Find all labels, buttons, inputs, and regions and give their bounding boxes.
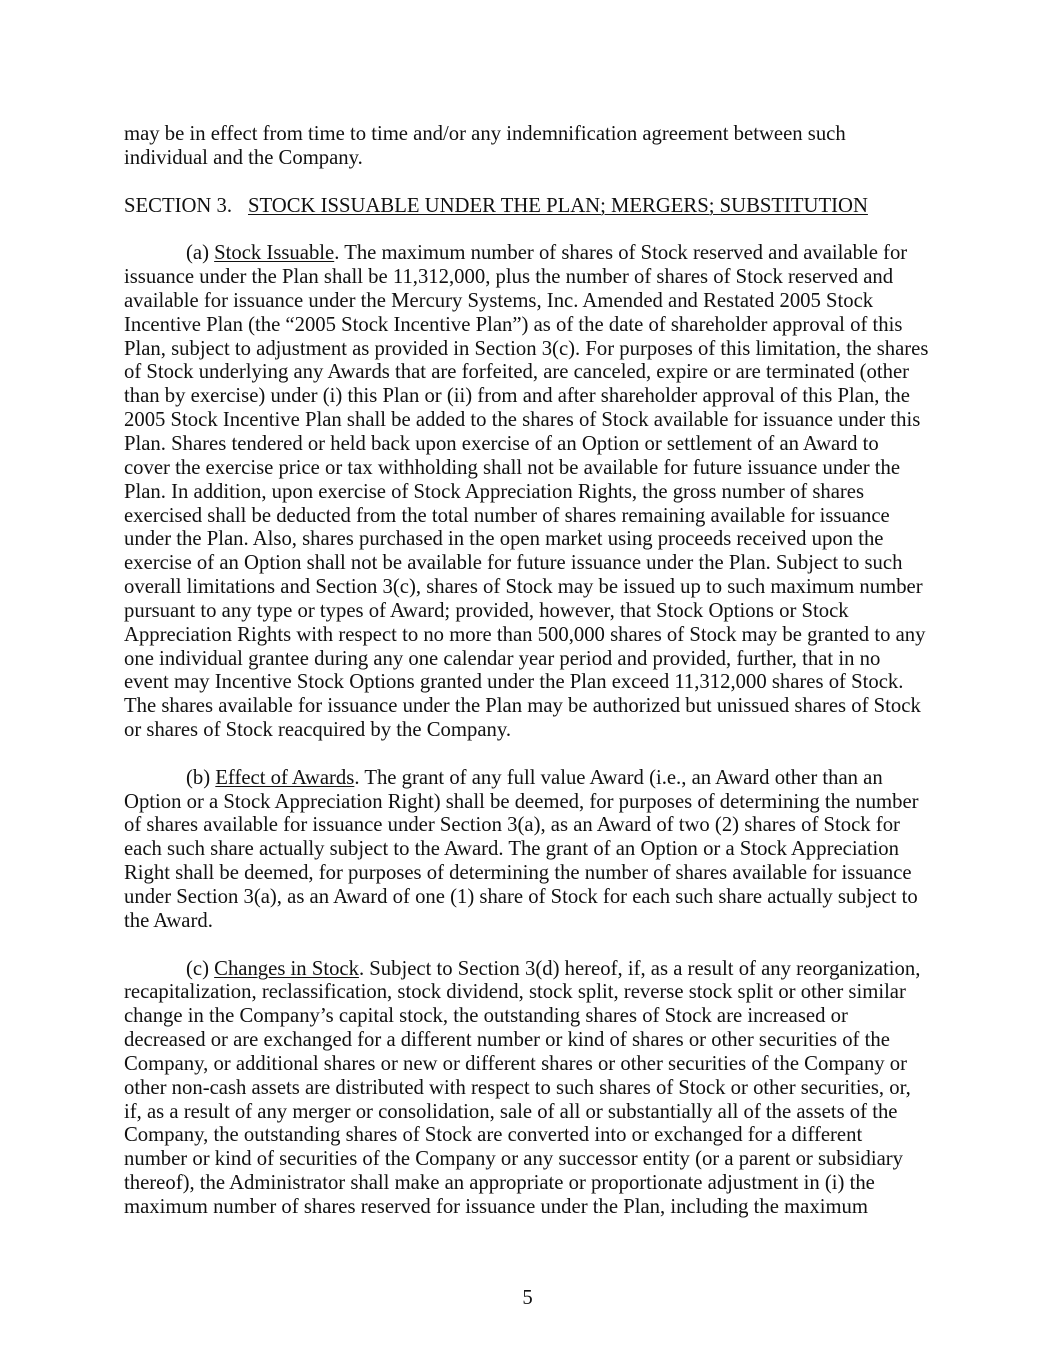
text-line: than by exercise) under (i) this Plan or (ii) from and after shareholder approval of this Plan, the xyxy=(124,385,910,408)
continuation-paragraph xyxy=(124,123,931,171)
paragraph-heading: Stock Issuable xyxy=(214,242,335,265)
text-line: other non-cash assets are distributed with respect to such shares of Stock or other securities, or, xyxy=(124,1076,911,1099)
paragraph-label: (c) xyxy=(186,957,209,980)
text-line: maximum number of shares reserved for issuance under the Plan, including the maximum xyxy=(124,1195,868,1218)
text-line: thereof), the Administrator shall make an appropriate or proportionate adjustment in (i) the xyxy=(124,1172,875,1195)
paragraph-first-line xyxy=(124,958,931,982)
paragraph-heading: Effect of Awards xyxy=(215,766,355,789)
text-line: Plan. In addition, upon exercise of Stock Appreciation Rights, the gross number of shares xyxy=(124,480,865,503)
text-line: of Stock underlying any Awards that are forfeited, are canceled, expire or are terminated (other xyxy=(124,361,910,384)
text-line: pursuant to any type or types of Award; provided, however, that Stock Options or Stock xyxy=(124,599,849,622)
page-number: 5 xyxy=(522,1287,533,1309)
text-line: individual and the Company. xyxy=(124,146,363,169)
text-line: 2005 Stock Incentive Plan shall be added to the shares of Stock available for issuance under this xyxy=(124,409,921,432)
paragraph-label: (a) xyxy=(186,242,209,265)
text-line: change in the Company’s capital stock, the outstanding shares of Stock are increased or xyxy=(124,1005,848,1028)
text-line: event may Incentive Stock Options granted under the Plan exceed 11,312,000 shares of Stock. xyxy=(124,671,904,694)
paragraph-first-line xyxy=(124,767,931,791)
section-title: STOCK ISSUABLE UNDER THE PLAN; MERGERS; SUBSTITUTION xyxy=(248,194,868,217)
text-line: under Section 3(a), as an Award of one (1) share of Stock for each such share actually subject to xyxy=(124,886,918,908)
section-heading xyxy=(124,195,931,219)
text-line: or shares of Stock reacquired by the Company. xyxy=(124,719,512,742)
text-line: exercised shall be deducted from the total number of shares remaining available for issuance xyxy=(124,504,890,527)
text-line: . Subject to Section 3(d) hereof, if, as a result of any reorganization, xyxy=(358,957,921,980)
text-line: . The grant of any full value Award (i.e., an Award other than an xyxy=(354,766,883,789)
text-line: Plan, subject to adjustment as provided in Section 3(c). For purposes of this limitation, the shares xyxy=(124,337,929,360)
text-line: under the Plan. Also, shares purchased in the open market using proceeds received upon the xyxy=(124,528,884,551)
paragraph-label: (b) xyxy=(186,766,211,789)
paragraph-b xyxy=(124,767,931,934)
text-line: cover the exercise price or tax withholding shall not be available for future issuance under the xyxy=(124,456,901,479)
text-line: Company, the outstanding shares of Stock are converted into or exchanged for a different xyxy=(124,1124,863,1147)
text-line: each such share actually subject to the Award. The grant of an Option or a Stock Appreciation xyxy=(124,838,899,861)
paragraph-c xyxy=(124,958,931,1220)
text-line: one individual grantee during any one calendar year period and provided, further, that in no xyxy=(124,647,881,670)
paragraph-a xyxy=(124,242,931,743)
text-line: Incentive Plan (the “2005 Stock Incentive Plan”) as of the date of shareholder approval of this xyxy=(124,313,903,336)
text-line: Company, or additional shares or new or different shares or other securities of the Company or xyxy=(124,1052,908,1075)
text-line: exercise of an Option shall not be available for future issuance under the Plan. Subject to such xyxy=(124,552,903,575)
text-line: issuance under the Plan shall be 11,312,000, plus the number of shares of Stock reserved and xyxy=(124,266,894,289)
text-line: Option or a Stock Appreciation Right) shall be deemed, for purposes of determining the number xyxy=(124,790,919,813)
text-line: recapitalization, reclassification, stock dividend, stock split, reverse stock split or other similar xyxy=(124,981,906,1004)
text-line: The shares available for issuance under the Plan may be authorized but unissued shares of Stock xyxy=(124,695,921,718)
section-number: SECTION 3. xyxy=(124,194,233,217)
text-line: may be in effect from time to time and/or any indemnification agreement between such xyxy=(124,123,846,145)
page-body xyxy=(124,123,931,1244)
text-line: if, as a result of any merger or consolidation, sale of all or substantially all of the assets of the xyxy=(124,1100,898,1123)
text-line: Right shall be deemed, for purposes of determining the number of shares available for issuance xyxy=(124,862,912,885)
text-line: of shares available for issuance under Section 3(a), as an Award of two (2) shares of Stock for xyxy=(124,814,900,837)
text-line: number or kind of securities of the Company or any successor entity (or a parent or subsidiary xyxy=(124,1148,904,1171)
text-line: available for issuance under the Mercury Systems, Inc. Amended and Restated 2005 Stock xyxy=(124,289,874,312)
text-line: overall limitations and Section 3(c), shares of Stock may be issued up to such maximum number xyxy=(124,576,923,599)
text-line: . The maximum number of shares of Stock reserved and available for xyxy=(334,242,908,265)
text-line: Appreciation Rights with respect to no more than 500,000 shares of Stock may be granted to any xyxy=(124,623,926,646)
text-line: the Award. xyxy=(124,909,213,932)
paragraph-first-line xyxy=(124,242,931,266)
text-line: decreased or are exchanged for a different number or kind of shares or other securities of the xyxy=(124,1029,890,1052)
paragraph-heading: Changes in Stock xyxy=(214,957,359,980)
text-line: Plan. Shares tendered or held back upon exercise of an Option or settlement of an Award to xyxy=(124,432,879,455)
